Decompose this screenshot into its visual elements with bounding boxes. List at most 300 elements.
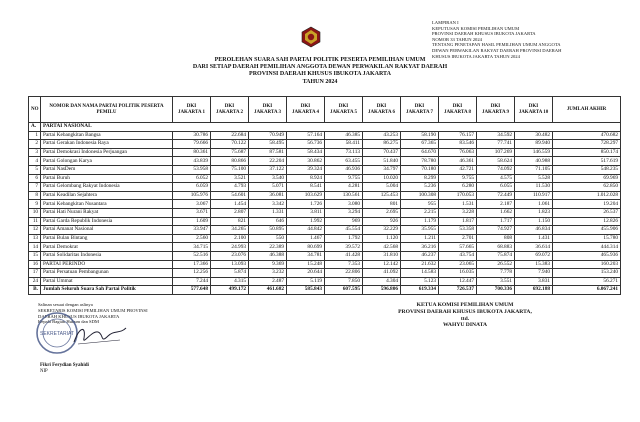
vote-count: 43.754: [439, 251, 477, 260]
vote-count: 50.895: [249, 226, 287, 235]
vote-count: 46.385: [325, 131, 363, 140]
title-line: PROVINSI DAERAH KHUSUS IBUKOTA JAKARTA: [249, 71, 391, 78]
vote-count: 1.454: [211, 200, 249, 209]
vote-count: 6.280: [439, 183, 477, 192]
vote-count: 2.100: [211, 234, 249, 243]
appendix-line: NOMOR 33 TAHUN 2024: [432, 36, 482, 42]
vote-count: 107.269: [477, 148, 515, 157]
note-line: Kepala Bagian Hukum dan SDM: [38, 319, 99, 325]
section-label: A.: [29, 123, 41, 132]
party-total: 26.537: [553, 208, 621, 217]
party-name: Partai Kebangkitan Nusantara: [41, 200, 173, 209]
vote-count: 36.216: [401, 243, 439, 252]
vote-count: 76.063: [439, 148, 477, 157]
vote-count: 23.065: [439, 260, 477, 269]
vote-count: 3.294: [325, 208, 363, 217]
vote-count: 8.924: [287, 174, 325, 183]
vote-count: 58.624: [477, 157, 515, 166]
party-name: Partai Buruh: [41, 174, 173, 183]
note-line: SEKRETARIS KOMISI PEMILIHAN UMUM PROVINSI: [38, 307, 148, 313]
vote-count: 3.551: [477, 277, 515, 286]
party-name: Partai Keadilan Sejahtera: [41, 191, 173, 200]
vote-count: 170.053: [439, 191, 477, 200]
vote-count: 35.955: [401, 226, 439, 235]
table-row: [29, 183, 621, 192]
vote-count: 146.559: [515, 148, 553, 157]
vote-count: 2.487: [249, 277, 287, 286]
header-dapil: DKI JAKARTA 6: [363, 97, 401, 123]
vote-count: 39.324: [287, 165, 325, 174]
vote-count: 3.067: [173, 200, 211, 209]
vote-count: 64.670: [401, 148, 439, 157]
note-line: Salinan sesuai dengan aslinya: [38, 302, 93, 307]
vote-count: 41.092: [363, 269, 401, 278]
vote-count: 1.662: [477, 208, 515, 217]
vote-count: 15.383: [515, 260, 553, 269]
vote-count: 6.052: [173, 174, 211, 183]
appendix-line: KHUSUS IBUKOTA JAKARTA TAHUN 2024: [432, 53, 520, 59]
vote-count: 30.862: [287, 157, 325, 166]
vote-count: 37.122: [249, 165, 287, 174]
vote-count: 2.560: [173, 234, 211, 243]
party-total: 153.240: [553, 269, 621, 278]
party-number: 13: [29, 234, 41, 243]
vote-count: 7.353: [325, 260, 363, 269]
vote-count: 2.215: [401, 208, 439, 217]
vote-count: 1.431: [515, 234, 553, 243]
vote-count: 1.211: [401, 234, 439, 243]
vote-count: 57.665: [439, 243, 477, 252]
vote-count: 76.157: [439, 131, 477, 140]
table-row: [29, 260, 621, 269]
vote-count: 1.331: [249, 208, 287, 217]
vote-count: 58.495: [249, 140, 287, 149]
vote-count: 3.671: [173, 208, 211, 217]
vote-count: 70.122: [211, 140, 249, 149]
party-total: 850.174: [553, 148, 621, 157]
vote-count: 2.695: [363, 208, 401, 217]
vote-count: 46.936: [325, 165, 363, 174]
vote-count: 23.076: [211, 251, 249, 260]
vote-count: 24.993: [211, 243, 249, 252]
vote-count: 79.666: [173, 140, 211, 149]
vote-count: 73.113: [325, 148, 363, 157]
party-name: Partai Hati Nurani Rakyat: [41, 208, 173, 217]
vote-count: 955: [401, 200, 439, 209]
vote-count: 6.055: [477, 183, 515, 192]
vote-count: 20.644: [287, 269, 325, 278]
vote-count: 69.072: [515, 251, 553, 260]
table-row: [29, 208, 621, 217]
party-name: Partai Gerakan Indonesia Raya: [41, 140, 173, 149]
appendix-line: KEPUTUSAN KOMISI PEMILIHAN UMUM: [432, 25, 520, 31]
vote-count: 17.366: [173, 260, 211, 269]
header-no: NO: [29, 97, 41, 123]
vote-count: 5.119: [287, 277, 325, 286]
vote-count: 51.840: [363, 157, 401, 166]
vote-count: 3.232: [249, 269, 287, 278]
vote-count: 4.793: [211, 183, 249, 192]
total-vote-count: 692.188: [515, 286, 553, 295]
party-total: 15.780: [553, 234, 621, 243]
vote-count: 7.244: [173, 277, 211, 286]
vote-count: 56.736: [287, 140, 325, 149]
vote-count: 43.839: [173, 157, 211, 166]
party-total: 517.619: [553, 157, 621, 166]
vote-count: 7.940: [515, 269, 553, 278]
party-name: Partai Gelombang Rakyat Indonesia: [41, 183, 173, 192]
vote-count: 36.614: [515, 243, 553, 252]
appendix-line: LAMPIRAN I: [432, 20, 459, 25]
vote-count: 75.687: [211, 148, 249, 157]
total-vote-count: 700.336: [477, 286, 515, 295]
signer-left-id: NIP: [40, 369, 48, 374]
total-vote-count: 619.334: [401, 286, 439, 295]
vote-count: 105.976: [173, 191, 211, 200]
party-number: 3: [29, 148, 41, 157]
party-total: 444.314: [553, 243, 621, 252]
party-name: Partai Kebangkitan Bangsa: [41, 131, 173, 140]
vote-count: 4.281: [325, 183, 363, 192]
header-party-name: NOMOR DAN NAMA PARTAI POLITIK PESERTA PEMILU: [41, 97, 173, 123]
header-dapil: DKI JAKARTA 9: [477, 97, 515, 123]
appendix-line: TENTANG PENETAPAN HASIL PEMILIHAN UMUM ANGGOTA: [432, 42, 561, 48]
vote-count: 1.531: [439, 200, 477, 209]
grand-total: 6.067.241: [553, 286, 621, 295]
party-name: Partai Ummat: [41, 277, 173, 286]
vote-count: 43.253: [363, 131, 401, 140]
vote-count: 14.583: [401, 269, 439, 278]
header-dapil: DKI JAKARTA 5: [325, 97, 363, 123]
party-name: Partai Amanat Nasional: [41, 226, 173, 235]
vote-count: 33.947: [173, 226, 211, 235]
party-number: 1: [29, 131, 41, 140]
header-dapil: DKI JAKARTA 8: [439, 97, 477, 123]
party-name: Partai Solidaritas Indonesia: [41, 251, 173, 260]
vote-count: 77.741: [477, 140, 515, 149]
party-total: 69.969: [553, 174, 621, 183]
vote-count: 3.521: [211, 174, 249, 183]
vote-count: 58.434: [287, 148, 325, 157]
vote-count: 30.482: [515, 131, 553, 140]
kpu-logo: [300, 26, 322, 48]
vote-count: 34.797: [363, 165, 401, 174]
table-row: [29, 157, 621, 166]
vote-count: 53.358: [439, 226, 477, 235]
table-header-row: [29, 97, 621, 123]
party-number: 15: [29, 251, 41, 260]
vote-count: 70.949: [249, 131, 287, 140]
vote-count: 52.516: [173, 251, 211, 260]
party-total: 465.936: [553, 251, 621, 260]
vote-count: 86.275: [363, 140, 401, 149]
title-line: TAHUN 2024: [302, 78, 338, 85]
vote-count: 26.552: [477, 260, 515, 269]
table-row: [29, 174, 621, 183]
header-dapil: DKI JAKARTA 4: [287, 97, 325, 123]
total-name: Jumlah Seluruh Suara Sah Partai Politik: [41, 286, 173, 295]
vote-count: 821: [211, 217, 249, 226]
vote-count: 58.411: [325, 140, 363, 149]
vote-count: 15.248: [287, 260, 325, 269]
vote-count: 42.721: [439, 165, 477, 174]
total-vote-count: 577.648: [173, 286, 211, 295]
table-row: [29, 251, 621, 260]
total-vote-count: 607.595: [325, 286, 363, 295]
party-name: Partai Persatuan Pembangunan: [41, 269, 173, 278]
vote-count: 75.874: [477, 251, 515, 260]
header-dapil: DKI JAKARTA 10: [515, 97, 553, 123]
vote-count: 42.568: [363, 243, 401, 252]
party-number: 11: [29, 217, 41, 226]
chair-line: KETUA KOMISI PEMILIHAN UMUM: [416, 302, 514, 308]
appendix-header: [432, 20, 632, 59]
header-dapil: DKI JAKARTA 7: [401, 97, 439, 123]
party-number: 7: [29, 183, 41, 192]
vote-count: 5.528: [515, 174, 553, 183]
signature: [70, 322, 130, 348]
vote-count: 3.080: [325, 200, 363, 209]
vote-count: 41.428: [325, 251, 363, 260]
title-line: DARI SETIAP DAERAH PEMILIHAN ANGGOTA DEWAN PERWAKILAN RAKYAT DAERAH: [192, 64, 448, 71]
vote-count: 1.609: [173, 217, 211, 226]
appendix-line: DEWAN PERWAKILAN RAKYAT DAERAH PROVINSI DAERAH: [432, 47, 562, 53]
vote-count: 130.561: [325, 191, 363, 200]
vote-count: 5.071: [249, 183, 287, 192]
total-vote-count: 726.537: [439, 286, 477, 295]
party-total: 455.906: [553, 226, 621, 235]
title-line: PEROLEHAN SUARA SAH PARTAI POLITIK PESERTA PEMILIHAN UMUM: [214, 57, 426, 63]
vote-count: 1.992: [287, 217, 325, 226]
vote-count: 34.781: [287, 251, 325, 260]
vote-count: 3.228: [439, 208, 477, 217]
table-row: [29, 243, 621, 252]
vote-count: 1.120: [363, 234, 401, 243]
table-row: [29, 234, 621, 243]
party-total: 12.826: [553, 217, 621, 226]
party-total: 1.012.028: [553, 191, 621, 200]
vote-count: 70.180: [401, 165, 439, 174]
vote-count: 2.807: [211, 208, 249, 217]
vote-count: 9.755: [325, 174, 363, 183]
vote-count: 40.988: [515, 157, 553, 166]
vote-count: 2.701: [439, 234, 477, 243]
vote-count: 5.004: [363, 183, 401, 192]
vote-count: 71.105: [515, 165, 553, 174]
table-row: [29, 269, 621, 278]
party-total: 470.682: [553, 131, 621, 140]
vote-count: 45.554: [325, 226, 363, 235]
stamp-text: SEKRETARIAT: [40, 331, 74, 337]
party-name: Partai Garda Republik Indonesia: [41, 217, 173, 226]
chair-name: WAHYU DINATA: [442, 322, 488, 329]
vote-count: 44.842: [287, 226, 325, 235]
vote-count: 58.190: [401, 131, 439, 140]
vote-count: 5.874: [211, 269, 249, 278]
header-dapil: DKI JAKARTA 1: [173, 97, 211, 123]
party-total: 62.850: [553, 183, 621, 192]
vote-count: 30.786: [173, 131, 211, 140]
table-row: [29, 148, 621, 157]
party-total: 548.235: [553, 165, 621, 174]
party-number: 6: [29, 174, 41, 183]
vote-count: 2.187: [477, 200, 515, 209]
table-row: [29, 200, 621, 209]
chair-line: ttd.: [460, 315, 470, 322]
table-row: [29, 191, 621, 200]
party-name: Partai NasDem: [41, 165, 173, 174]
vote-count: 4.575: [477, 174, 515, 183]
vote-count: 9.755: [439, 174, 477, 183]
vote-count: 12.142: [363, 260, 401, 269]
table-row: [29, 226, 621, 235]
vote-count: 926: [363, 217, 401, 226]
section-title: PARTAI NASIONAL: [41, 123, 621, 132]
party-total: 19.204: [553, 200, 621, 209]
vote-count: 3.831: [515, 277, 553, 286]
vote-count: 36.081: [249, 191, 287, 200]
party-number: 14: [29, 243, 41, 252]
vote-count: 57.164: [287, 131, 325, 140]
vote-count: 34.592: [477, 131, 515, 140]
vote-count: 1.179: [401, 217, 439, 226]
vote-count: 87.581: [249, 148, 287, 157]
vote-count: 46.388: [249, 251, 287, 260]
party-number: 2: [29, 140, 41, 149]
vote-count: 1.717: [477, 217, 515, 226]
party-name: Partai Demokrasi Indonesia Perjuangan: [41, 148, 173, 157]
vote-count: 9.369: [249, 260, 287, 269]
total-vote-count: 461.682: [249, 286, 287, 295]
vote-count: 31.810: [363, 251, 401, 260]
vote-count: 801: [363, 200, 401, 209]
header-dapil: DKI JAKARTA 3: [249, 97, 287, 123]
vote-count: 22.806: [325, 269, 363, 278]
vote-count: 75.100: [211, 165, 249, 174]
party-number: 4: [29, 157, 41, 166]
vote-count: 8.541: [287, 183, 325, 192]
party-number: 10: [29, 208, 41, 217]
chair-line: PROVINSI DAERAH KHUSUS IBUKOTA JAKARTA,: [398, 308, 532, 315]
vote-count: 3.342: [249, 200, 287, 209]
vote-count: 6.059: [173, 183, 211, 192]
vote-count: 32.229: [363, 226, 401, 235]
party-number: 9: [29, 200, 41, 209]
vote-count: 3.540: [249, 174, 287, 183]
vote-count: 1.150: [515, 217, 553, 226]
table-row: [29, 165, 621, 174]
vote-count: 4.304: [363, 277, 401, 286]
vote-count: 1.823: [515, 208, 553, 217]
vote-count: 63.455: [325, 157, 363, 166]
vote-count: 7.850: [325, 277, 363, 286]
vote-count: 3.811: [287, 208, 325, 217]
vote-count: 80.866: [211, 157, 249, 166]
party-number: 12: [29, 226, 41, 235]
vote-count: 22.389: [249, 243, 287, 252]
table-row: [29, 217, 621, 226]
party-number: 17: [29, 269, 41, 278]
vote-count: 67.365: [401, 140, 439, 149]
vote-count: 1.467: [287, 234, 325, 243]
party-name: Partai Demokrat: [41, 243, 173, 252]
vote-count: 1.817: [439, 217, 477, 226]
party-number: 8: [29, 191, 41, 200]
vote-count: 13.093: [211, 260, 249, 269]
total-label: B.: [29, 286, 41, 295]
vote-count: 34.265: [211, 226, 249, 235]
vote-count: 22.684: [211, 131, 249, 140]
vote-count: 80.699: [287, 243, 325, 252]
header-dapil: DKI JAKARTA 2: [211, 97, 249, 123]
vote-count: 808: [477, 234, 515, 243]
vote-count: 53.958: [173, 165, 211, 174]
vote-count: 4.315: [211, 277, 249, 286]
signer-left-name: Fikri Ferydian Syahidi: [40, 363, 89, 368]
vote-count: 1.726: [287, 200, 325, 209]
vote-count: 125.453: [363, 191, 401, 200]
note-line: DAERAH KHUSUS IBUKOTA JAKARTA: [38, 313, 120, 319]
vote-count: 74.092: [477, 165, 515, 174]
vote-count: 83.546: [439, 140, 477, 149]
total-vote-count: 499.172: [211, 286, 249, 295]
vote-count: 100.308: [401, 191, 439, 200]
document-title: [120, 57, 520, 86]
vote-count: 46.237: [401, 251, 439, 260]
vote-count: 11.530: [515, 183, 553, 192]
vote-count: 969: [325, 217, 363, 226]
party-name: PARTAI PERINDO: [41, 260, 173, 269]
vote-count: 46.361: [439, 157, 477, 166]
party-total: 56.271: [553, 277, 621, 286]
vote-count: 39.572: [325, 243, 363, 252]
vote-count: 21.632: [401, 260, 439, 269]
vote-count: 46.834: [515, 226, 553, 235]
vote-count: 78.780: [401, 157, 439, 166]
vote-count: 80.361: [173, 148, 211, 157]
section-row: [29, 123, 621, 132]
vote-count: 646: [249, 217, 287, 226]
vote-count: 10.020: [363, 174, 401, 183]
party-name: Partai Golongan Karya: [41, 157, 173, 166]
vote-count: 5.236: [401, 183, 439, 192]
party-number: 16: [29, 260, 41, 269]
table-row: [29, 277, 621, 286]
table-row: [29, 140, 621, 149]
party-number: 24: [29, 277, 41, 286]
vote-count: 110.917: [515, 191, 553, 200]
vote-count: 72.449: [477, 191, 515, 200]
vote-count: 70.437: [363, 148, 401, 157]
total-row: [29, 286, 621, 295]
vote-count: 89.940: [515, 140, 553, 149]
vote-count: 1.061: [515, 200, 553, 209]
vote-count: 103.629: [287, 191, 325, 200]
party-number: 5: [29, 165, 41, 174]
chair-signature-block: [350, 302, 580, 329]
vote-count: 34.715: [173, 243, 211, 252]
vote-count: 1.792: [325, 234, 363, 243]
vote-results-table: [28, 96, 621, 295]
vote-count: 16.035: [439, 269, 477, 278]
table-row: [29, 131, 621, 140]
party-name: Partai Bulan Bintang: [41, 234, 173, 243]
vote-count: 74.927: [477, 226, 515, 235]
vote-count: 12.447: [439, 277, 477, 286]
party-total: 728.297: [553, 140, 621, 149]
vote-count: 5.123: [401, 277, 439, 286]
party-total: 160.203: [553, 260, 621, 269]
